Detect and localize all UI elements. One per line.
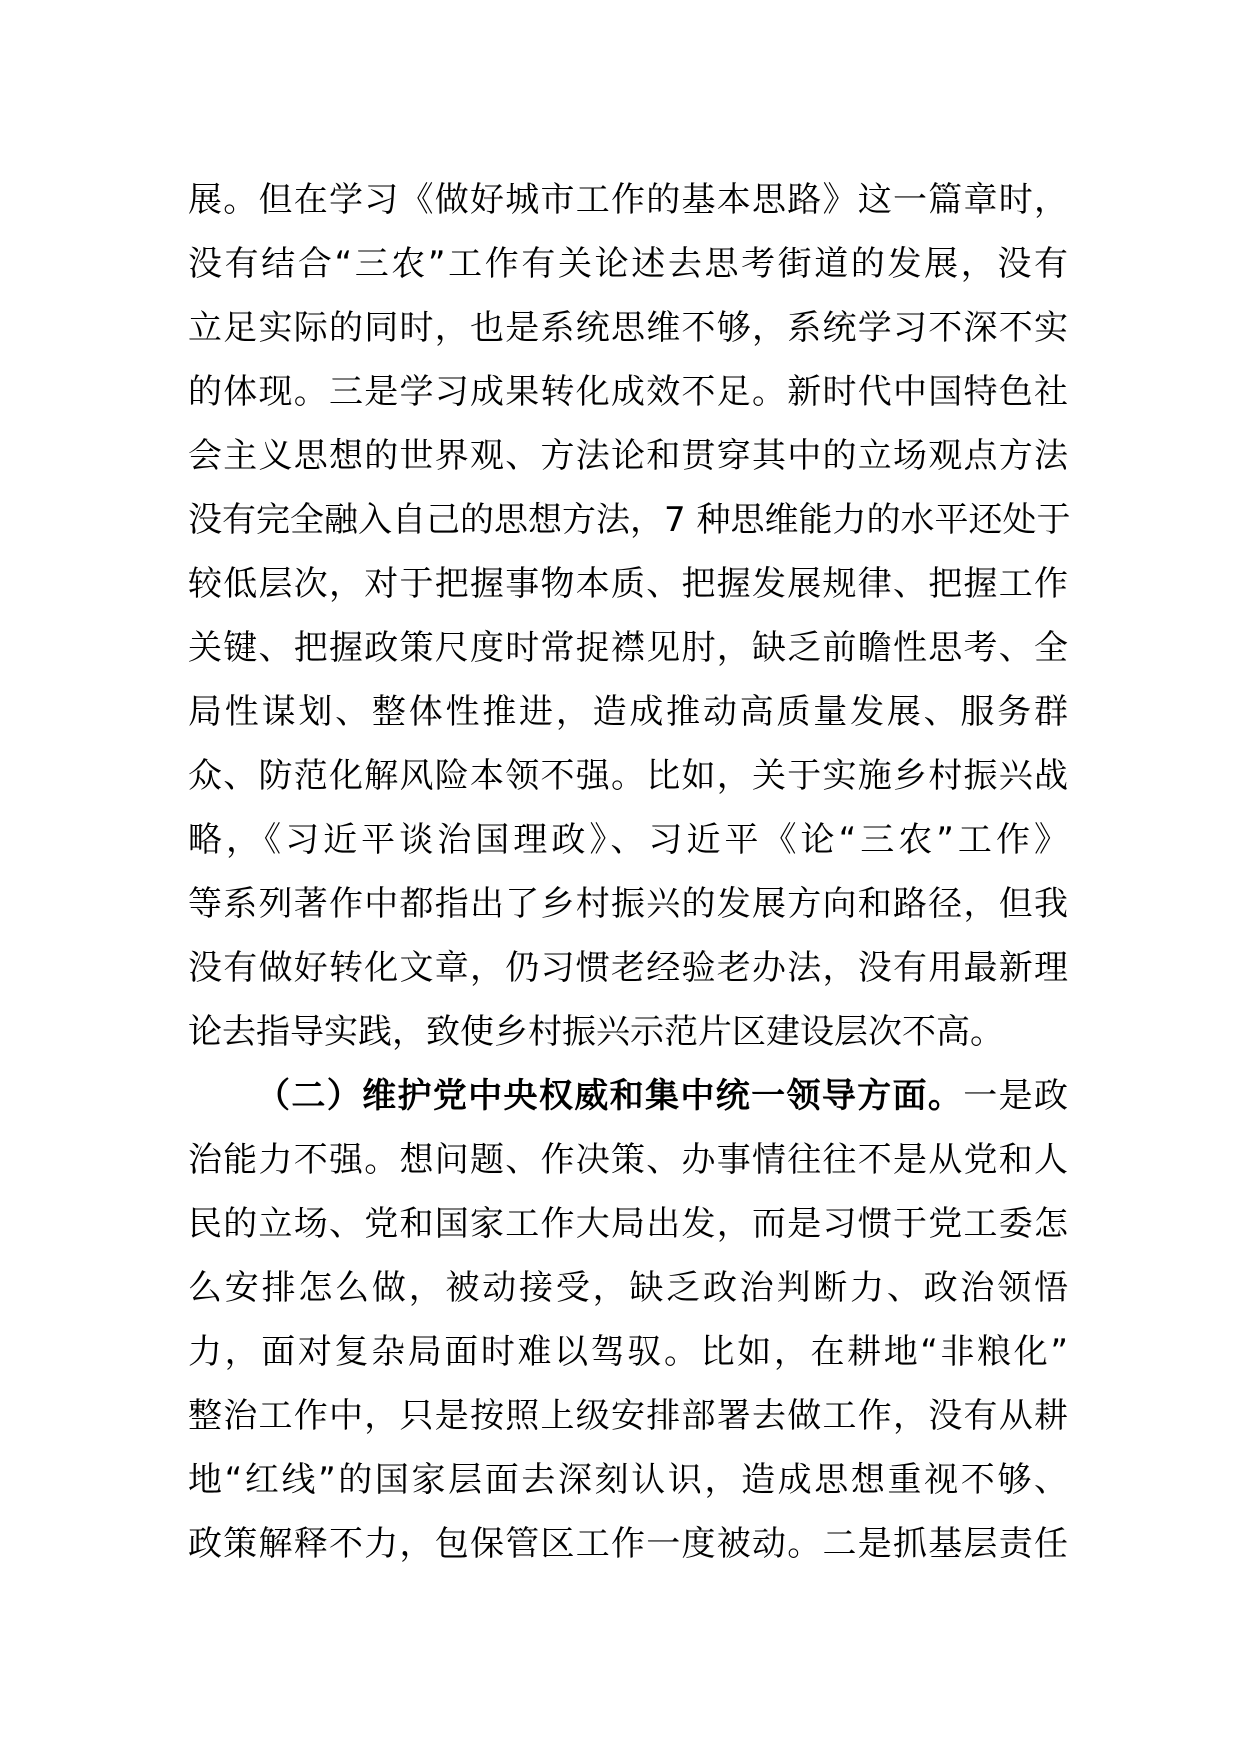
text-line: 会主义思想的世界观、方法论和贯穿其中的立场观点方法 (188, 436, 1068, 476)
text-line: 民的立场、党和国家工作大局出发，而是习惯于党工委怎 (188, 1204, 1068, 1244)
text-line: 的体现。三是学习成果转化成效不足。新时代中国特色社 (188, 372, 1068, 412)
text-line: 没有结合“三农”工作有关论述去思考街道的发展，没有 (188, 244, 1068, 284)
section-heading-line (188, 1064, 1068, 1128)
text-line: 等系列著作中都指出了乡村振兴的发展方向和路径，但我 (188, 884, 1068, 924)
text-line: 治能力不强。想问题、作决策、办事情往往不是从党和人 (188, 1140, 1068, 1180)
text-line: 没有完全融入自己的思想方法，7 种思维能力的水平还处于 (188, 500, 1071, 540)
text-line: 立足实际的同时，也是系统思维不够，系统学习不深不实 (188, 308, 1068, 348)
section-heading-continuation: 一是政 (963, 1076, 1069, 1116)
text-line: 整治工作中，只是按照上级安排部署去做工作，没有从耕 (188, 1396, 1068, 1436)
text-line: 展。但在学习《做好城市工作的基本思路》这一篇章时， (188, 180, 1068, 220)
section-heading: （二）维护党中央权威和集中统一领导方面。 (256, 1076, 964, 1116)
paragraph-last-line: 论去指导实践，致使乡村振兴示范片区建设层次不高。 (188, 1012, 1004, 1052)
text-line: 较低层次，对于把握事物本质、把握发展规律、把握工作 (188, 564, 1068, 604)
text-line: 地“红线”的国家层面去深刻认识，造成思想重视不够、 (188, 1460, 1068, 1500)
text-line: 关键、把握政策尺度时常捉襟见肘，缺乏前瞻性思考、全 (188, 628, 1068, 668)
text-line: 略，《习近平谈治国理政》、习近平《论“三农”工作》 (188, 820, 1068, 860)
text-line: 政策解释不力，包保管区工作一度被动。二是抓基层责任 (188, 1524, 1068, 1564)
text-line: 局性谋划、整体性推进，造成推动高质量发展、服务群 (188, 692, 1068, 732)
text-line: 众、防范化解风险本领不强。比如，关于实施乡村振兴战 (188, 756, 1068, 796)
text-line: 没有做好转化文章，仍习惯老经验老办法，没有用最新理 (188, 948, 1068, 988)
document-body (188, 168, 1071, 1576)
text-line: 么安排怎么做，被动接受，缺乏政治判断力、政治领悟 (188, 1268, 1068, 1308)
text-line: 力，面对复杂局面时难以驾驭。比如，在耕地“非粮化” (188, 1332, 1068, 1372)
